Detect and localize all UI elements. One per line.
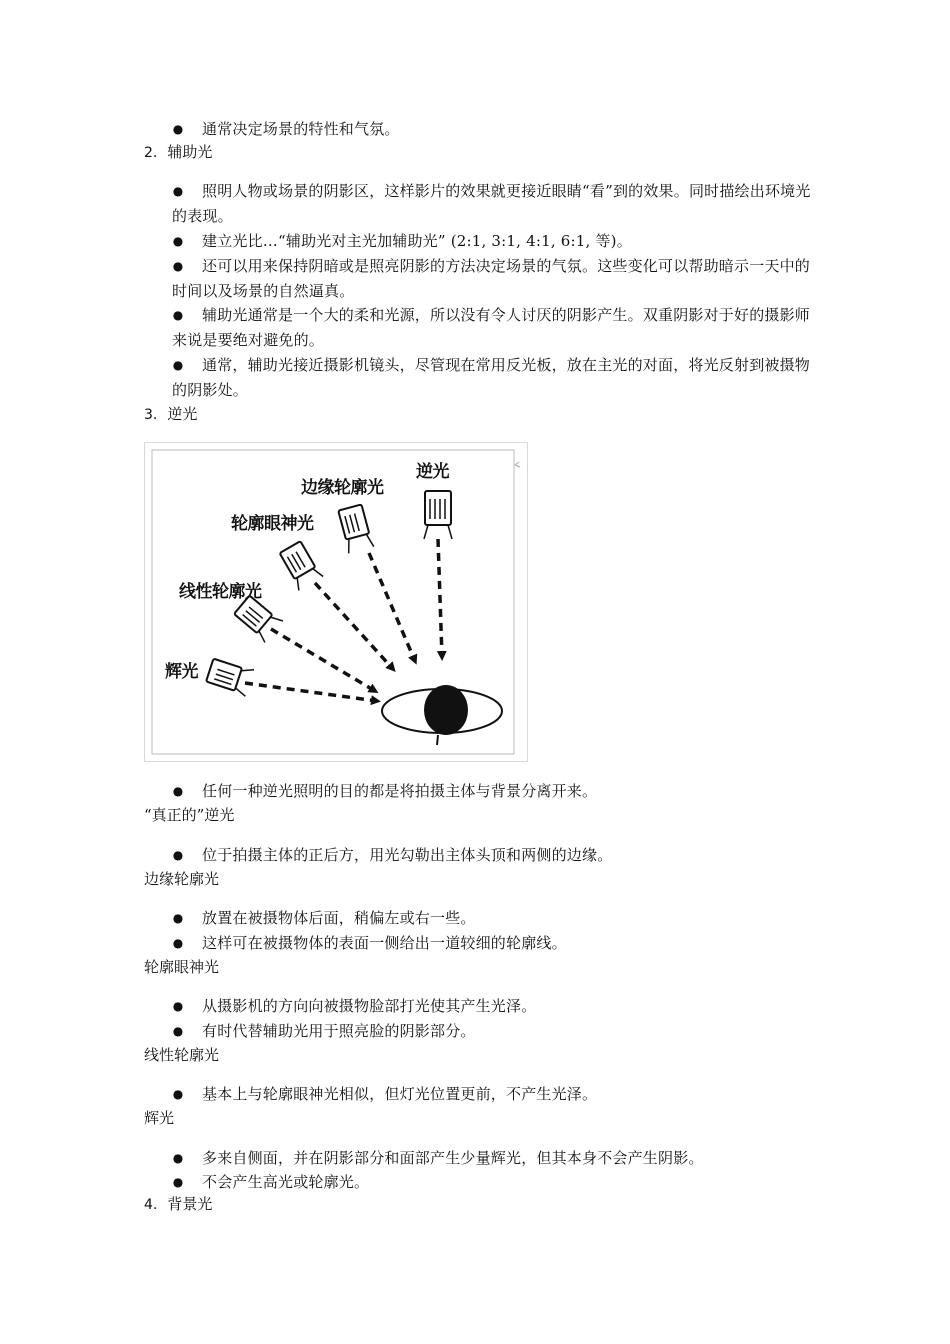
bullet-icon: ● bbox=[172, 1024, 184, 1038]
bullet-icon: ● bbox=[172, 259, 184, 273]
list-item: ● 辅助光通常是一个大的柔和光源，所以没有令人讨厌的阴影产生。双重阴影对于好的摄影师来说是要绝对避免的。 bbox=[172, 303, 812, 353]
lamp-back bbox=[424, 491, 452, 539]
label-glow: 辉光 bbox=[165, 662, 198, 682]
list-item: ● 从摄影机的方向向被摄物脸部打光使其产生光泽。 bbox=[172, 994, 812, 1019]
section-heading: 4. 背景光 bbox=[144, 1195, 213, 1213]
lamp-glow bbox=[205, 657, 254, 697]
bullet-icon: ● bbox=[172, 1175, 184, 1189]
lamp-rim bbox=[337, 504, 374, 553]
label-eye: 轮廓眼神光 bbox=[231, 514, 314, 534]
subject-head bbox=[424, 685, 468, 735]
bullet-icon: ● bbox=[172, 1151, 184, 1165]
arrow-eye bbox=[315, 583, 393, 669]
list-item: ● 任何一种逆光照明的目的都是将拍摄主体与背景分离开来。 bbox=[172, 779, 812, 804]
section-heading: 2. 辅助光 bbox=[144, 143, 213, 161]
section-heading: 3. 逆光 bbox=[144, 405, 198, 423]
bullet-icon: ● bbox=[172, 936, 184, 950]
label-back: 逆光 bbox=[416, 462, 449, 482]
list-item: ● 多来自侧面，并在阴影部分和面部产生少量辉光，但其本身不会产生阴影。 bbox=[172, 1146, 812, 1171]
subject-nose bbox=[437, 735, 438, 745]
subsection-title: 边缘轮廓光 bbox=[144, 870, 220, 888]
arrow-back bbox=[438, 539, 442, 657]
list-item: ● 通常，辅助光接近摄影机镜头，尽管现在常用反光板，放在主光的对面，将光反射到被摄物的阴影处。 bbox=[172, 353, 812, 403]
bullet-icon: ● bbox=[172, 848, 184, 862]
list-item: ● 照明人物或场景的阴影区，这样影片的效果就更接近眼睛“看”到的效果。同时描绘出环境光的表现。 bbox=[172, 179, 812, 229]
arrow-rim bbox=[369, 553, 415, 661]
bullet-icon: ● bbox=[172, 784, 184, 798]
bullet-icon: ● bbox=[172, 308, 184, 322]
subsection-title: 轮廓眼神光 bbox=[144, 958, 220, 976]
subsection-title: 线性轮廓光 bbox=[144, 1046, 220, 1064]
backlight-diagram bbox=[144, 442, 528, 762]
bullet-icon: ● bbox=[172, 1087, 184, 1101]
bullet-icon: ● bbox=[172, 234, 184, 248]
bullet-icon: ● bbox=[172, 358, 184, 372]
list-item: ● 不会产生高光或轮廓光。 bbox=[172, 1170, 812, 1195]
list-item: ● 还可以用来保持阴暗或是照亮阴影的方法决定场景的气氛。这些变化可以帮助暗示一天中的时间以及场景的自然逼真。 bbox=[172, 254, 812, 304]
arrow-glow bbox=[245, 683, 377, 701]
list-item: ● 位于拍摄主体的正后方，用光勾勒出主体头顶和两侧的边缘。 bbox=[172, 843, 812, 868]
list-item: ● 这样可在被摄物体的表面一侧给出一道较细的轮廓线。 bbox=[172, 931, 812, 956]
list-item: ● 基本上与轮廓眼神光相似，但灯光位置更前，不产生光泽。 bbox=[172, 1082, 812, 1107]
list-item: ● 放置在被摄物体后面，稍偏左或右一些。 bbox=[172, 906, 812, 931]
bullet-icon: ● bbox=[172, 999, 184, 1013]
arrow-line bbox=[271, 629, 375, 691]
list-item: ● 有时代替辅助光用于照亮脸的阴影部分。 bbox=[172, 1019, 812, 1044]
list-item: ● 建立光比…“辅助光对主光加辅助光” (2:1, 3:1, 4:1, 6:1, 等)。 bbox=[172, 229, 812, 254]
subsection-title: 辉光 bbox=[144, 1109, 175, 1127]
bullet-icon: ● bbox=[172, 184, 184, 198]
bullet-icon: ● bbox=[172, 911, 184, 925]
subsection-title: “真正的”逆光 bbox=[144, 806, 235, 824]
label-rim: 边缘轮廓光 bbox=[301, 478, 384, 498]
return-mark-icon bbox=[515, 462, 520, 467]
label-line: 线性轮廓光 bbox=[179, 582, 262, 602]
list-item: ● 通常决定场景的特性和气氛。 bbox=[172, 117, 812, 142]
bullet-icon: ● bbox=[172, 122, 184, 136]
